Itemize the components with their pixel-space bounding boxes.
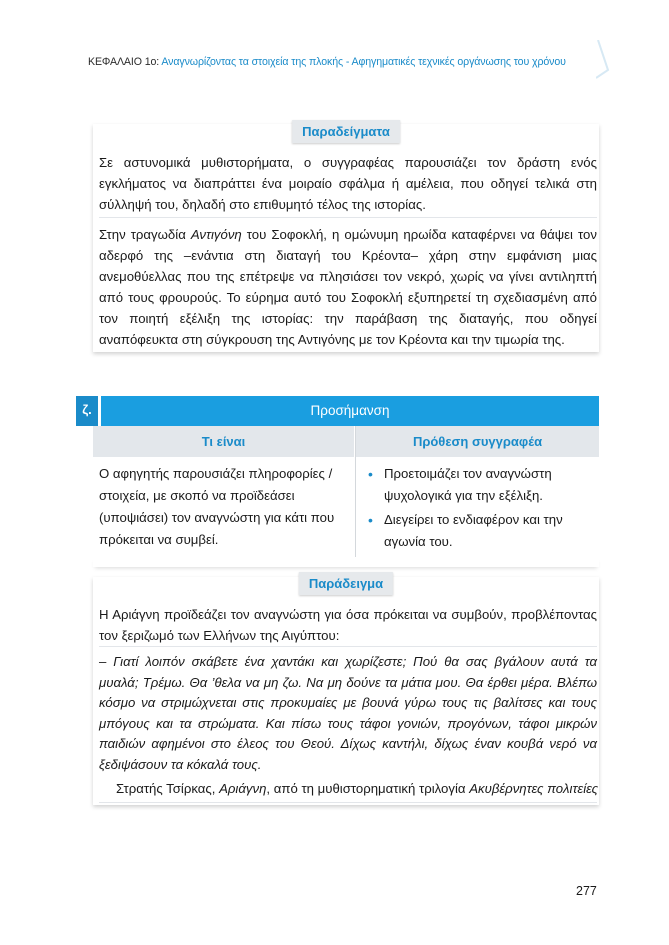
citation xyxy=(114,779,598,799)
citation-text: , από τη μυθιστορηματική τριλογία xyxy=(266,781,470,796)
chapter-label: ΚΕΦΑΛΑΙΟ 1ο: xyxy=(88,56,160,68)
citation-series: Ακυβέρνητες πολιτείες xyxy=(469,781,598,796)
bullet-icon: • xyxy=(368,512,373,528)
definition-text: Ο αφηγητής παρουσιάζει πληροφορίες / στοιχεία, με σκοπό να προϊδεάσει (υποψιάσει) τον αναγνώστη για κάτι που πρόκειται να συμβεί. xyxy=(99,466,335,547)
paragraph2-text: Στην τραγωδία xyxy=(99,227,191,242)
column-header-what: Τι είναι xyxy=(93,426,354,457)
list-item xyxy=(368,463,593,507)
list-item-text: Προετοιμάζει τον αναγνώστη ψυχολογικά για την εξέλιξη. xyxy=(384,466,552,503)
intro-divider xyxy=(99,646,597,647)
column-divider xyxy=(355,426,356,557)
example-paragraph-2 xyxy=(99,224,597,350)
purpose-list xyxy=(368,463,593,555)
column-header-purpose: Πρόθεση συγγραφέα xyxy=(356,426,599,457)
citation-work: Αριάγνη xyxy=(219,781,267,796)
paragraph-divider xyxy=(99,217,597,218)
header-corner-decoration xyxy=(596,40,616,80)
citation-author: Στρατής Τσίρκας, xyxy=(115,781,220,796)
section-title: Προσήμανση xyxy=(101,396,599,426)
chapter-subtitle: Αναγνωρίζοντας τα στοιχεία της πλοκής - Αφηγηματικές τεχνικές οργάνωσης του χρόνου xyxy=(161,56,566,68)
running-header xyxy=(88,56,566,68)
example-box-title: Παράδειγμα xyxy=(299,572,393,595)
example-paragraph-1: Σε αστυνομικά μυθιστορήματα, ο συγγραφέας παρουσιάζει τον δράστη ενός εγκλήματος να διαπράττει ένα μοιραίο σφάλμα ή αμέλεια, που οδηγεί τελικά στη σύλληψή του, δηλαδή στο επιθυμητό τέλος της ιστορίας. xyxy=(99,155,597,212)
table-bottom-shadow xyxy=(93,557,599,567)
page-header xyxy=(0,0,669,80)
list-item xyxy=(368,509,593,553)
paragraph2-work-title: Αντιγόνη xyxy=(190,227,242,242)
paragraph2-text-cont: του Σοφοκλή, η ομώνυμη ηρωίδα καταφέρνει να θάψει τον αδερφό της –ενάντια στη διαταγή του Κρέοντα– χάρη στην εμφάνιση μιας ανεμοθύελλας που της επέτρεψε να πλησιάσει τον νεκρό, χωρίς να γίνει αντιληπτή από τους φρουρούς. Το εύρημα αυτό του Σοφοκλή εξυπηρετεί τη σχεδιασμένη από τον ποιητή εξέλιξη της ιστορίας: την παράβαση της διαταγής, που οδηγεί αναπόφευκτα στη σύγκρουση της Αντιγόνης με τον Κρέοντα και την τιμωρία της. xyxy=(99,227,597,347)
examples-box-title: Παραδείγματα xyxy=(292,120,400,143)
section-label: ζ. xyxy=(76,396,98,426)
page-number: 277 xyxy=(576,884,597,898)
bullet-icon: • xyxy=(368,466,373,482)
citation-divider xyxy=(99,802,597,803)
list-item-text: Διεγείρει το ενδιαφέρον και την αγωνία του. xyxy=(384,512,563,549)
example-intro: Η Αριάγνη προϊδεάζει τον αναγνώστη για όσα πρόκειται να συμβούν, προβλέποντας τον ξεριζωμό των Ελλήνων της Αιγύπτου: xyxy=(99,607,597,643)
example-quote: – Γιατί λοιπόν σκάβετε ένα χαντάκι και χωρίζεστε; Πού θα σας βγάλουν αυτά τα μυαλά; Τρέμω. Θα ’θελα να μη ζω. Να μη δούνε τα μάτια μου. Θα έρθει μέρα. Βλέπω κόσμο να στριμώχνεται στις προκυμαίες με βουνά γύρω τους τις βαλίτσες και τους μπόγους και τα στρώματα. Και πίσω τους τάφοι γονιών, προγόνων, τάφοι μικρών παιδιών αφημένοι στο έλεος του Θεού. Δίχως καντήλι, δίχως έναν κουβά νερό να ξεδιψάσουν τα κόκαλά τους. xyxy=(99,654,597,772)
